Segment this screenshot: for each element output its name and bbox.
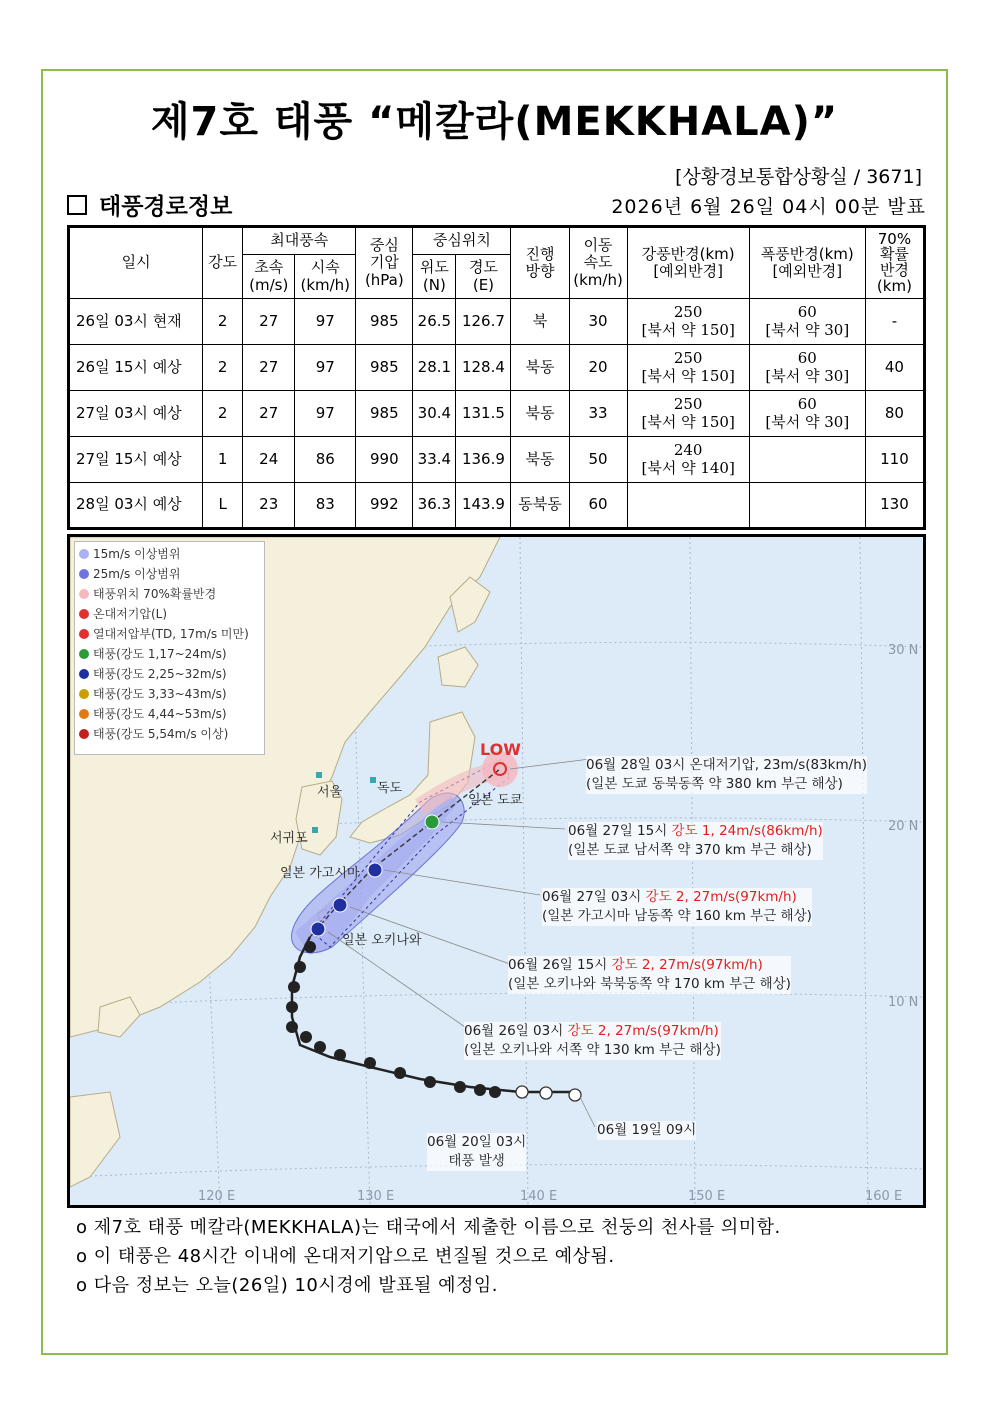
legend-swatch-icon xyxy=(79,549,89,559)
cell-kmh: 97 xyxy=(295,299,356,345)
page-title: 제7호 태풍 “메칼라(MEKKHALA)” xyxy=(150,99,839,145)
radius-exception: [북서 약 30] xyxy=(765,366,850,385)
cell-storm-radius xyxy=(749,391,865,437)
header-lon: 경도 (E) xyxy=(456,255,511,299)
radius-exception: [북서 약 150] xyxy=(641,366,735,385)
radius-value: 250 xyxy=(673,395,703,414)
legend-label: 25m/s 이상범위 xyxy=(93,567,181,581)
legend-item xyxy=(79,544,260,564)
legend-label: 태풍(강도 3,33~43m/s) xyxy=(93,687,227,701)
radius-exception: [북서 약 30] xyxy=(765,412,850,431)
header-storm-radius: 폭풍반경(km) [예외반경] xyxy=(749,227,865,299)
header-strong-radius: 강풍반경(km) [예외반경] xyxy=(627,227,749,299)
legend-item xyxy=(79,644,260,664)
legend-label: 태풍(강도 1,17~24m/s) xyxy=(93,647,227,661)
legend-swatch-icon xyxy=(79,609,89,619)
lon-label-150: 150 E xyxy=(688,1189,726,1204)
cell-lat: 36.3 xyxy=(413,483,456,529)
cell-direction: 북동 xyxy=(511,437,569,483)
legend-label: 태풍(강도 5,54m/s 이상) xyxy=(93,727,229,741)
cell-ms: 27 xyxy=(243,345,295,391)
cell-strong-radius xyxy=(627,345,749,391)
cell-pressure: 985 xyxy=(356,299,413,345)
legend-item xyxy=(79,724,260,744)
legend-swatch-icon xyxy=(79,729,89,739)
legend-swatch-icon xyxy=(79,689,89,699)
header-max-wind: 최대풍속 xyxy=(243,227,356,255)
lat-label-30: 30 N xyxy=(888,643,919,658)
header-direction: 진행 방향 xyxy=(511,227,569,299)
label-tokyo: 일본 도쿄 xyxy=(468,793,523,808)
track-table xyxy=(67,225,926,530)
cell-pressure: 992 xyxy=(356,483,413,529)
label-seogwipo: 서귀포 xyxy=(270,831,308,846)
header-ms: 초속 (m/s) xyxy=(243,255,295,299)
cell-storm-radius xyxy=(749,437,865,483)
header-prob-radius: 70% 확률 반경 (km) xyxy=(865,227,924,299)
cell-strong-radius xyxy=(627,483,749,529)
legend-label: 온대저기압(L) xyxy=(93,607,168,621)
issued-time: 2026년 6월 26일 04시 00분 발표 xyxy=(611,196,926,218)
radius-value: 60 xyxy=(797,349,817,368)
cell-strong-radius xyxy=(627,437,749,483)
label-seoul: 서울 xyxy=(317,785,343,800)
cell-datetime: 27일 15시 예상 xyxy=(69,437,203,483)
cell-prob-radius: 110 xyxy=(865,437,924,483)
section-title: 태풍경로정보 xyxy=(99,194,233,220)
legend-item xyxy=(79,584,260,604)
note-1: o 제7호 태풍 메칼라(MEKKHALA)는 태국에서 제출한 이름으로 천둥의 천사를 의미함. xyxy=(76,1217,781,1238)
cell-storm-radius xyxy=(749,483,865,529)
header-datetime: 일시 xyxy=(69,227,203,299)
cell-direction: 동북동 xyxy=(511,483,569,529)
cell-ms: 24 xyxy=(243,437,295,483)
label-dokdo: 독도 xyxy=(377,781,403,796)
cell-lon: 128.4 xyxy=(456,345,511,391)
annotation-2: 06월 27일 15시 강도 1, 24m/s(86km/h) (일본 도쿄 남서쪽 약 370 km 부근 해상) xyxy=(568,823,823,858)
cell-datetime: 27일 03시 예상 xyxy=(69,391,203,437)
radius-value: 250 xyxy=(673,303,703,322)
header-pressure: 중심 기압 (hPa) xyxy=(356,227,413,299)
lat-label-20: 20 N xyxy=(888,819,919,834)
table-row xyxy=(69,483,925,529)
cell-datetime: 26일 03시 현재 xyxy=(69,299,203,345)
cell-prob-radius: - xyxy=(865,299,924,345)
label-okinawa: 일본 오키나와 xyxy=(342,933,422,948)
cell-lon: 143.9 xyxy=(456,483,511,529)
cell-storm-radius xyxy=(749,299,865,345)
lon-label-140: 140 E xyxy=(520,1189,558,1204)
cell-ms: 27 xyxy=(243,391,295,437)
annotation-5: 06월 26일 03시 강도 2, 27m/s(97km/h) (일본 오키나와 서쪽 약 130 km 부근 해상) xyxy=(464,1023,721,1058)
cell-kmh: 97 xyxy=(295,345,356,391)
legend-swatch-icon xyxy=(79,709,89,719)
cell-lon: 136.9 xyxy=(456,437,511,483)
table-row xyxy=(69,299,925,345)
cell-kmh: 83 xyxy=(295,483,356,529)
cell-datetime: 28일 03시 예상 xyxy=(69,483,203,529)
cell-ms: 27 xyxy=(243,299,295,345)
cell-intensity: 1 xyxy=(203,437,243,483)
note-2: o 이 태풍은 48시간 이내에 온대저기압으로 변질될 것으로 예상됨. xyxy=(76,1246,615,1267)
radius-exception: [북서 약 150] xyxy=(641,320,735,339)
radius-value: 60 xyxy=(797,303,817,322)
header-intensity: 강도 xyxy=(203,227,243,299)
label-start: 06월 19일 09시 xyxy=(597,1122,697,1138)
cell-kmh: 86 xyxy=(295,437,356,483)
legend-label: 열대저압부(TD, 17m/s 미만) xyxy=(93,627,249,641)
cell-intensity: 2 xyxy=(203,391,243,437)
note-3: o 다음 정보는 오늘(26일) 10시경에 발표될 예정임. xyxy=(76,1275,499,1296)
cell-intensity: L xyxy=(203,483,243,529)
legend-swatch-icon xyxy=(79,669,89,679)
cell-speed: 50 xyxy=(569,437,627,483)
legend-swatch-icon xyxy=(79,589,89,599)
radius-exception: [북서 약 30] xyxy=(765,320,850,339)
cell-direction: 북동 xyxy=(511,391,569,437)
cell-speed: 60 xyxy=(569,483,627,529)
cell-speed: 20 xyxy=(569,345,627,391)
lat-label-10: 10 N xyxy=(888,995,919,1010)
cell-direction: 북 xyxy=(511,299,569,345)
cell-prob-radius: 130 xyxy=(865,483,924,529)
lon-label-160: 160 E xyxy=(865,1189,903,1204)
radius-value: 240 xyxy=(673,441,703,460)
legend-label: 태풍(강도 4,44~53m/s) xyxy=(93,707,227,721)
annotation-1: 06월 28일 03시 온대저기압, 23m/s(83km/h) (일본 도쿄 동북동쪽 약 380 km 부근 해상) xyxy=(586,757,868,792)
cell-pressure: 985 xyxy=(356,391,413,437)
header-speed: 이동 속도 (km/h) xyxy=(569,227,627,299)
radius-exception: [북서 약 150] xyxy=(641,412,735,431)
cell-lat: 28.1 xyxy=(413,345,456,391)
label-low: LOW xyxy=(480,740,521,759)
notes xyxy=(76,1213,781,1300)
cell-lat: 26.5 xyxy=(413,299,456,345)
cell-pressure: 985 xyxy=(356,345,413,391)
radius-exception: [북서 약 140] xyxy=(641,458,735,477)
cell-speed: 33 xyxy=(569,391,627,437)
legend-item xyxy=(79,564,260,584)
cell-kmh: 97 xyxy=(295,391,356,437)
cell-intensity: 2 xyxy=(203,299,243,345)
radius-value: 250 xyxy=(673,349,703,368)
header-lat: 위도 (N) xyxy=(413,255,456,299)
cell-prob-radius: 80 xyxy=(865,391,924,437)
legend-item xyxy=(79,704,260,724)
checkbox-icon xyxy=(67,195,87,215)
cell-direction: 북동 xyxy=(511,345,569,391)
cell-lat: 33.4 xyxy=(413,437,456,483)
radius-value: 60 xyxy=(797,395,817,414)
lon-label-130: 130 E xyxy=(357,1189,395,1204)
cell-strong-radius xyxy=(627,299,749,345)
label-genesis: 06월 20일 03시 태풍 발생 xyxy=(427,1134,527,1169)
cell-strong-radius xyxy=(627,391,749,437)
legend-label: 15m/s 이상범위 xyxy=(93,547,181,561)
cell-lon: 126.7 xyxy=(456,299,511,345)
cell-storm-radius xyxy=(749,345,865,391)
legend-label: 태풍위치 70%확률반경 xyxy=(93,587,217,601)
header-center: 중심위치 xyxy=(413,227,511,255)
legend-label: 태풍(강도 2,25~32m/s) xyxy=(93,667,227,681)
track-map xyxy=(67,534,926,1208)
cell-pressure: 990 xyxy=(356,437,413,483)
legend-item xyxy=(79,604,260,624)
legend-swatch-icon xyxy=(79,569,89,579)
table-row xyxy=(69,345,925,391)
cell-prob-radius: 40 xyxy=(865,345,924,391)
annotation-3: 06월 27일 03시 강도 2, 27m/s(97km/h) (일본 가고시마 남동쪽 약 160 km 부근 해상) xyxy=(542,889,812,924)
label-kagoshima: 일본 가고시마 xyxy=(280,866,360,881)
legend-item xyxy=(79,684,260,704)
lon-label-120: 120 E xyxy=(198,1189,236,1204)
table-row xyxy=(69,437,925,483)
table-row xyxy=(69,391,925,437)
cell-speed: 30 xyxy=(569,299,627,345)
cell-lon: 131.5 xyxy=(456,391,511,437)
cell-ms: 23 xyxy=(243,483,295,529)
section-heading xyxy=(67,188,232,221)
legend-item xyxy=(79,624,260,644)
cell-lat: 30.4 xyxy=(413,391,456,437)
header-kmh: 시속 (km/h) xyxy=(295,255,356,299)
legend-item xyxy=(79,664,260,684)
legend-swatch-icon xyxy=(79,649,89,659)
office-label: [상황경보통합상황실 / 3671] xyxy=(675,166,922,188)
annotation-4: 06월 26일 15시 강도 2, 27m/s(97km/h) (일본 오키나와 북북동쪽 약 170 km 부근 해상) xyxy=(508,957,791,992)
cell-datetime: 26일 15시 예상 xyxy=(69,345,203,391)
map-legend xyxy=(74,541,265,755)
cell-intensity: 2 xyxy=(203,345,243,391)
legend-swatch-icon xyxy=(79,629,89,639)
